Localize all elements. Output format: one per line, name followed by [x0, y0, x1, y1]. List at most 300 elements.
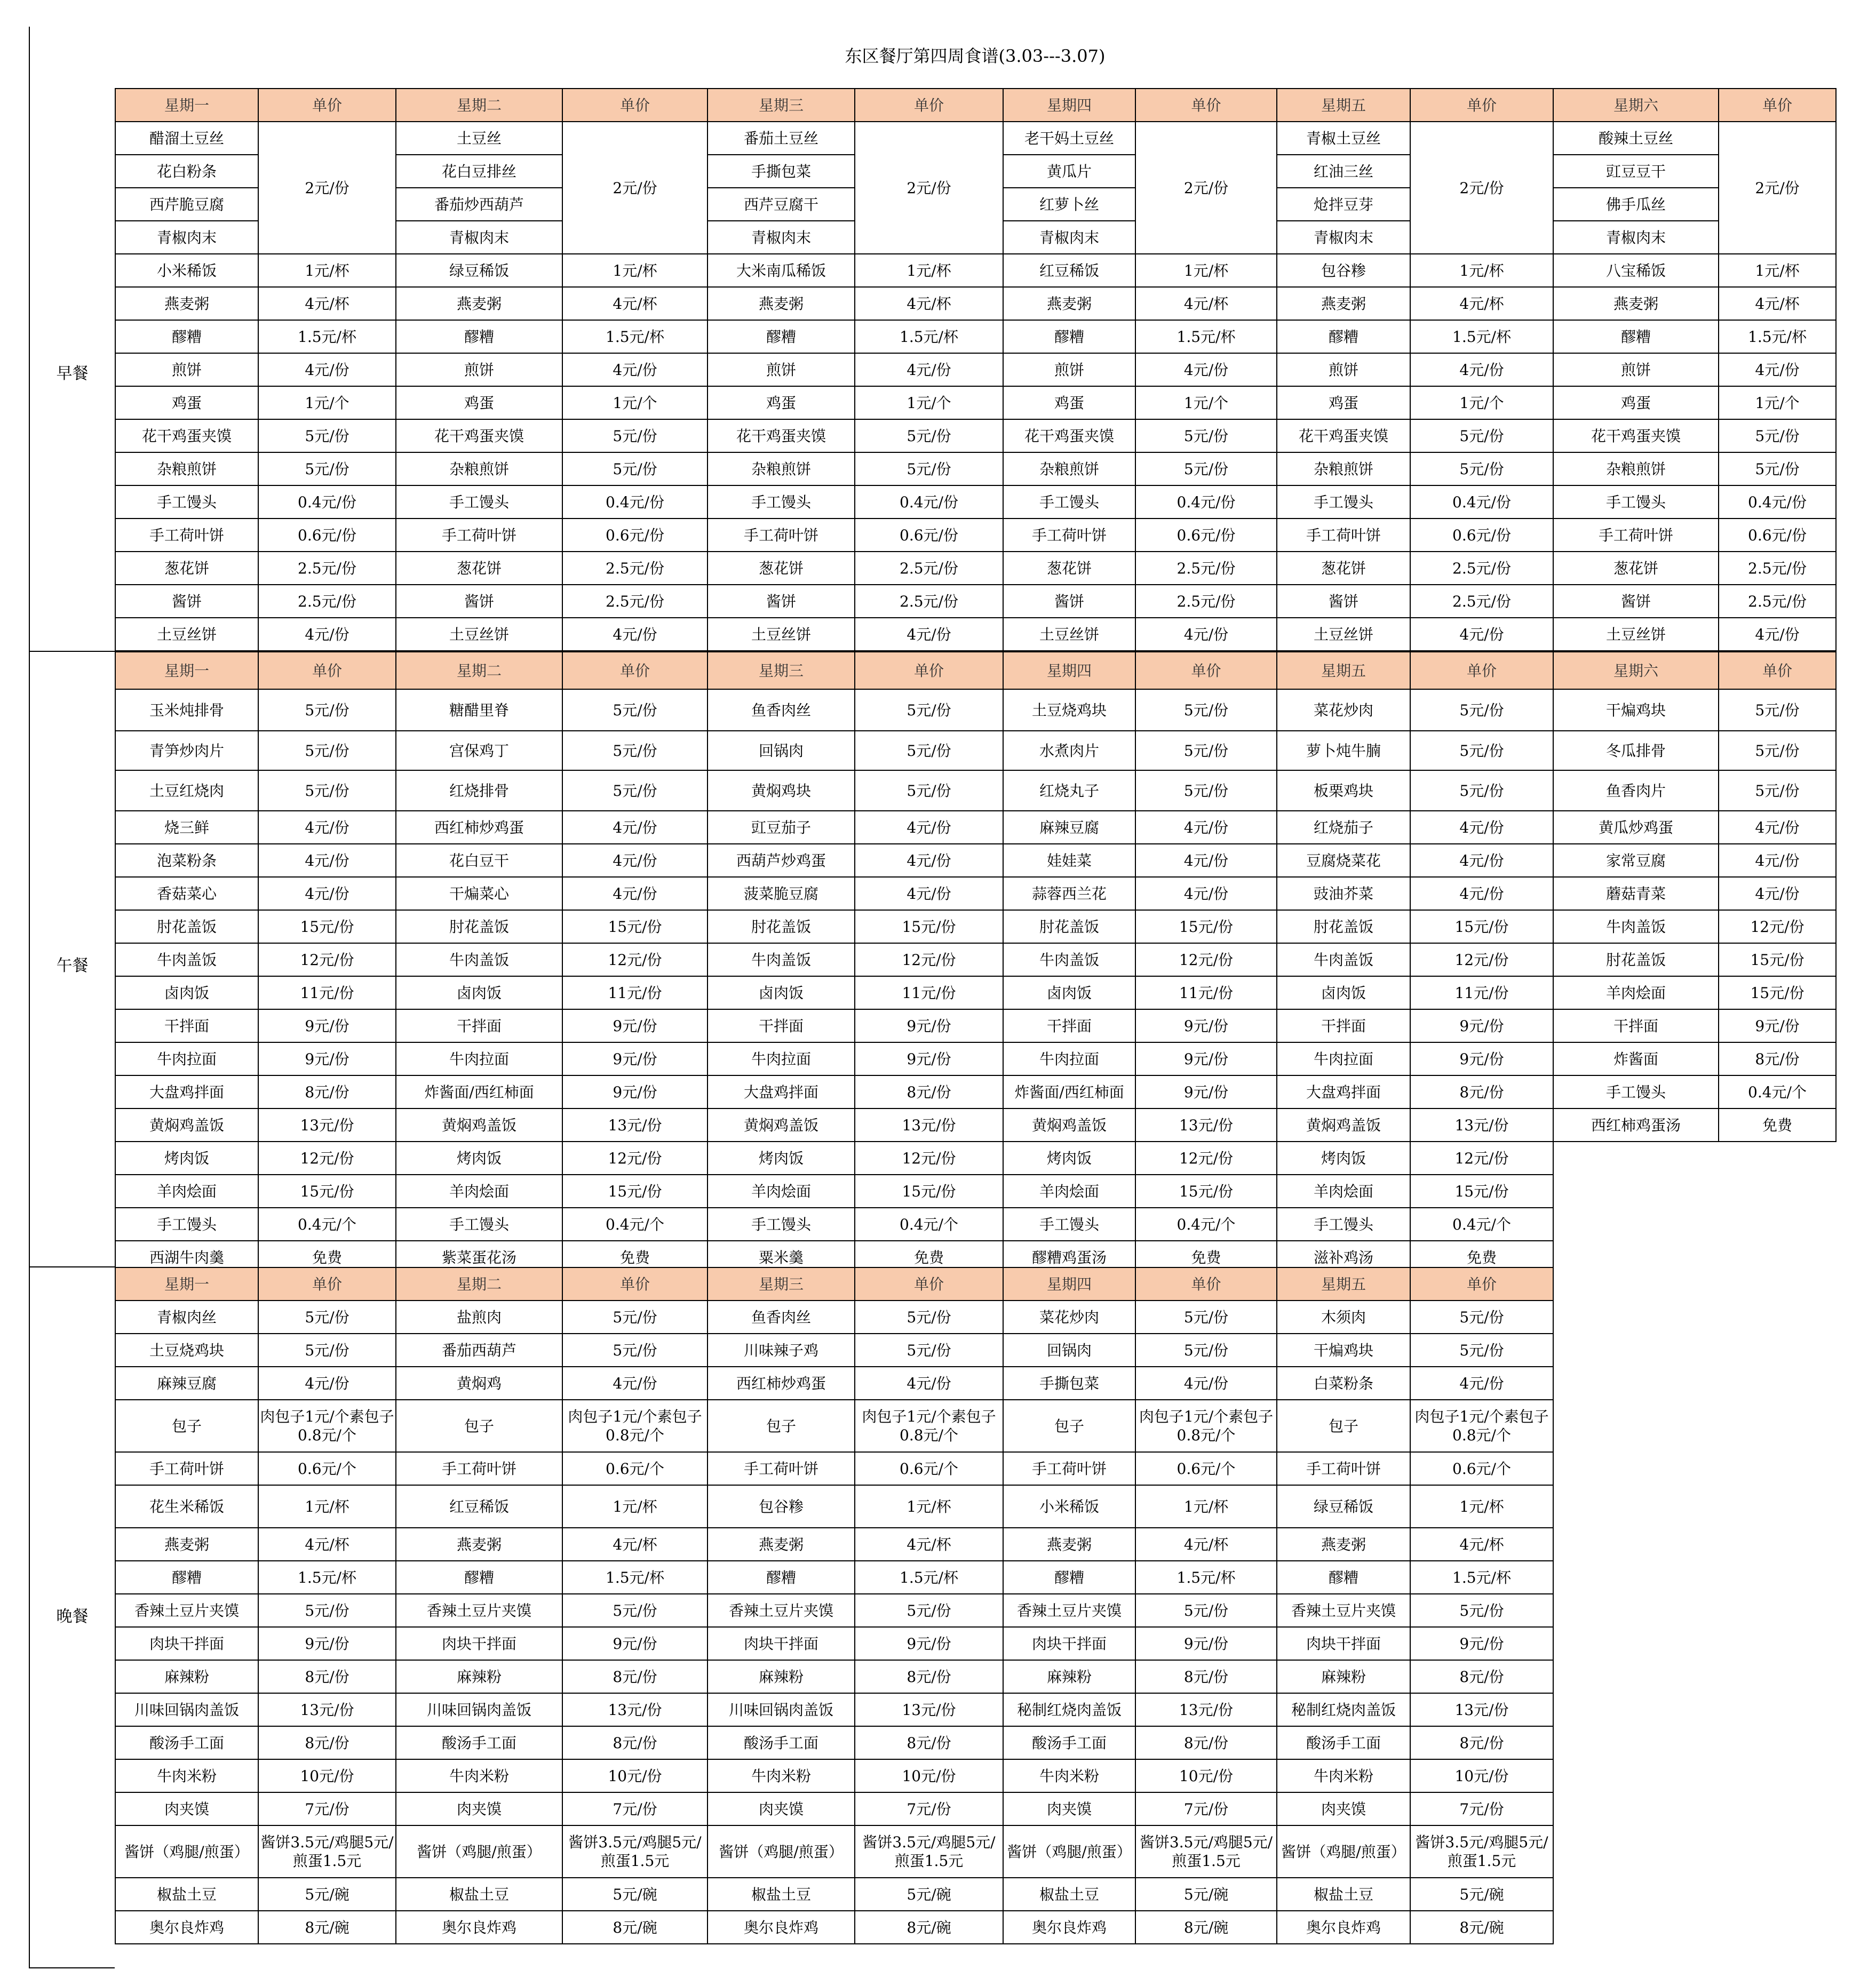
dish-price: 4元/份: [1719, 618, 1836, 651]
dish-name: 肉块干拌面: [708, 1627, 855, 1660]
dish-name: 醪糟: [1003, 1561, 1135, 1594]
dish-price: 2.5元/份: [1135, 552, 1277, 585]
empty-cell: [1719, 1334, 1836, 1367]
header-row: [115, 89, 1836, 122]
dish-name: 肘花盖饭: [396, 910, 562, 943]
dish-name: 手工馒头: [1553, 485, 1719, 519]
dish-price: 1元/个: [855, 386, 1003, 419]
dish-price: 4元/份: [1410, 844, 1553, 877]
dish-name: 干拌面: [396, 1009, 562, 1042]
dish-price: 0.6元/份: [1719, 519, 1836, 552]
dish-price: 4元/杯: [562, 287, 708, 320]
dish-name: 干拌面: [1553, 1009, 1719, 1042]
dish-name: 炝拌豆芽: [1277, 188, 1410, 221]
dish-price: 4元/份: [855, 618, 1003, 651]
dish-name: 酱饼（鸡腿/煎蛋）: [396, 1825, 562, 1878]
table-row: [115, 1175, 1836, 1208]
dish-name: 包子: [396, 1400, 562, 1452]
dish-name: 燕麦粥: [396, 1528, 562, 1561]
dish-price: 0.4元/份: [1135, 485, 1277, 519]
dish-name: 手工荷叶饼: [396, 519, 562, 552]
dish-price: 11元/份: [562, 976, 708, 1009]
dish-name: 牛肉米粉: [1277, 1759, 1410, 1792]
dish-price: 4元/份: [1135, 353, 1277, 386]
dish-price: 8元/碗: [258, 1911, 396, 1944]
dish-name: 奥尔良炸鸡: [708, 1911, 855, 1944]
dish-name: 大盘鸡拌面: [115, 1075, 258, 1108]
dish-name: 回锅肉: [708, 731, 855, 770]
dish-name: 肉块干拌面: [115, 1627, 258, 1660]
dish-name: 蒜蓉西兰花: [1003, 877, 1135, 910]
dish-price: 4元/份: [1410, 618, 1553, 651]
dish-name: 炸酱面: [1553, 1042, 1719, 1075]
empty-cell: [1553, 1267, 1719, 1301]
table-row: [115, 1594, 1836, 1627]
dish-price: 5元/份: [855, 1594, 1003, 1627]
empty-cell: [1719, 1528, 1836, 1561]
dish-name: 花干鸡蛋夹馍: [708, 419, 855, 452]
empty-cell: [1553, 1485, 1719, 1528]
dish-price: 9元/份: [1135, 1075, 1277, 1108]
dish-price: 5元/份: [1135, 731, 1277, 770]
dish-price: 15元/份: [258, 910, 396, 943]
table-row: [115, 452, 1836, 485]
dish-price: 1元/杯: [1135, 254, 1277, 287]
dish-price: 4元/份: [258, 844, 396, 877]
dish-name: 红萝卜丝: [1003, 188, 1135, 221]
dish-price: 13元/份: [1135, 1693, 1277, 1726]
dish-price: 9元/份: [258, 1009, 396, 1042]
dish-price: 7元/份: [855, 1792, 1003, 1825]
dish-name: 麻辣粉: [1277, 1660, 1410, 1693]
table-row: [115, 1528, 1836, 1561]
dish-name: 羊肉烩面: [396, 1175, 562, 1208]
dish-price: 8元/份: [1135, 1726, 1277, 1759]
dish-name: 菜花炒肉: [1277, 689, 1410, 731]
dish-price: 酱饼3.5元/鸡腿5元/煎蛋1.5元: [258, 1825, 396, 1878]
price-header: 单价: [258, 89, 396, 122]
dish-name: 葱花饼: [1003, 552, 1135, 585]
dish-price: 免费: [855, 1241, 1003, 1274]
dish-price: 1元/个: [1135, 386, 1277, 419]
dish-name: 家常豆腐: [1553, 844, 1719, 877]
table-row: [115, 287, 1836, 320]
dish-name: 红烧茄子: [1277, 811, 1410, 844]
dish-name: 包谷糁: [708, 1485, 855, 1528]
dish-name: 花干鸡蛋夹馍: [1277, 419, 1410, 452]
dish-price: 8元/份: [855, 1075, 1003, 1108]
dish-name: 肘花盖饭: [1003, 910, 1135, 943]
day-header: 星期四: [1003, 89, 1135, 122]
dish-name: 黄焖鸡块: [708, 770, 855, 811]
dish-name: 花白粉条: [115, 155, 258, 188]
price-header: 单价: [855, 89, 1003, 122]
dish-name: 牛肉盖饭: [708, 943, 855, 976]
dish-name: 香辣土豆片夹馍: [708, 1594, 855, 1627]
dish-price: 9元/份: [258, 1627, 396, 1660]
dish-name: 杂粮煎饼: [1277, 452, 1410, 485]
dish-price: 5元/份: [562, 689, 708, 731]
dish-name: 包子: [1003, 1400, 1135, 1452]
dish-price: 5元/份: [1135, 1334, 1277, 1367]
dish-price: 4元/杯: [1135, 1528, 1277, 1561]
dish-name: 手工馒头: [396, 485, 562, 519]
dish-price: 15元/份: [562, 1175, 708, 1208]
dish-price: 15元/份: [1410, 1175, 1553, 1208]
dish-price: 5元/份: [1410, 1334, 1553, 1367]
table-row: [115, 731, 1836, 770]
dish-name: 牛肉盖饭: [115, 943, 258, 976]
table-row: [115, 122, 1836, 155]
dish-name: 花干鸡蛋夹馍: [1003, 419, 1135, 452]
price-header: 单价: [562, 1267, 708, 1301]
dish-name: 醪糟: [708, 1561, 855, 1594]
empty-cell: [1553, 1400, 1719, 1452]
dish-price: 5元/份: [1719, 419, 1836, 452]
dish-price: 2.5元/份: [1410, 585, 1553, 618]
empty-cell: [1553, 1911, 1719, 1944]
dish-name: 羊肉烩面: [1553, 976, 1719, 1009]
dish-price: 1.5元/杯: [562, 320, 708, 353]
dish-name: 土豆丝: [396, 122, 562, 155]
dish-price: 肉包子1元/个素包子0.8元/个: [562, 1400, 708, 1452]
dish-price: 15元/份: [1719, 976, 1836, 1009]
table-row: [115, 1334, 1836, 1367]
dish-name: 卤肉饭: [1277, 976, 1410, 1009]
dish-name: 手工荷叶饼: [1003, 519, 1135, 552]
empty-cell: [1719, 1911, 1836, 1944]
dish-name: 手工荷叶饼: [1003, 1452, 1135, 1485]
dish-name: 杂粮煎饼: [1003, 452, 1135, 485]
dish-name: 土豆丝饼: [708, 618, 855, 651]
dish-name: 燕麦粥: [708, 287, 855, 320]
day-header: 星期五: [1277, 89, 1410, 122]
dish-price: 9元/份: [855, 1009, 1003, 1042]
dish-name: 鸡蛋: [115, 386, 258, 419]
table-row: [115, 1400, 1836, 1452]
dish-price: 2.5元/份: [855, 552, 1003, 585]
dish-name: 黄焖鸡盖饭: [115, 1108, 258, 1142]
dish-name: 土豆丝饼: [1553, 618, 1719, 651]
dish-price: 4元/杯: [562, 1528, 708, 1561]
header-row: [115, 652, 1836, 689]
dish-price: 5元/份: [1135, 419, 1277, 452]
table-row: [115, 1561, 1836, 1594]
dish-price: 8元/碗: [1410, 1911, 1553, 1944]
dish-price: 2.5元/份: [562, 552, 708, 585]
dish-name: 板栗鸡块: [1277, 770, 1410, 811]
table-row: [115, 1452, 1836, 1485]
dish-price: 0.4元/个: [1135, 1208, 1277, 1241]
dish-name: 香辣土豆片夹馍: [396, 1594, 562, 1627]
dish-price: 2.5元/份: [562, 585, 708, 618]
dish-price: 4元/杯: [855, 1528, 1003, 1561]
dish-price: 8元/份: [258, 1726, 396, 1759]
dish-name: 酱饼（鸡腿/煎蛋）: [1277, 1825, 1410, 1878]
dish-name: 醪糟: [115, 1561, 258, 1594]
dish-price: 12元/份: [1719, 910, 1836, 943]
dish-name: 手工馒头: [1003, 1208, 1135, 1241]
dish-name: 水煮肉片: [1003, 731, 1135, 770]
dish-price: 1元/杯: [1410, 254, 1553, 287]
dish-price: 0.6元/个: [562, 1452, 708, 1485]
dish-price: 0.6元/份: [1135, 519, 1277, 552]
dish-price: 12元/份: [1410, 1142, 1553, 1175]
dish-price: 9元/份: [562, 1627, 708, 1660]
dish-name: 牛肉盖饭: [1553, 910, 1719, 943]
table-row: [115, 1009, 1836, 1042]
dish-price: 13元/份: [855, 1693, 1003, 1726]
table-row: [115, 1878, 1836, 1911]
dish-price: 4元/杯: [855, 287, 1003, 320]
dish-name: 醪糟: [1277, 320, 1410, 353]
dish-price: 4元/份: [562, 353, 708, 386]
empty-cell: [1553, 1452, 1719, 1485]
dish-name: 香菇菜心: [115, 877, 258, 910]
dish-price: 5元/碗: [562, 1878, 708, 1911]
dish-price: 11元/份: [258, 976, 396, 1009]
dish-price: 1元/杯: [562, 1485, 708, 1528]
dish-name: 青椒肉末: [396, 221, 562, 254]
dish-name: 醪糟: [1553, 320, 1719, 353]
dish-name: 娃娃菜: [1003, 844, 1135, 877]
dish-price: 5元/份: [1410, 689, 1553, 731]
dish-price: 5元/份: [855, 731, 1003, 770]
dish-name: 土豆红烧肉: [115, 770, 258, 811]
dish-name: 鸡蛋: [396, 386, 562, 419]
dinner-label: 晚餐: [56, 1607, 89, 1626]
empty-cell: [1553, 1792, 1719, 1825]
dish-name: 麻辣豆腐: [115, 1367, 258, 1400]
dish-price: 0.6元/个: [1410, 1452, 1553, 1485]
dish-price: 0.4元/份: [258, 485, 396, 519]
dish-name: 牛肉拉面: [1003, 1042, 1135, 1075]
table-row: [115, 386, 1836, 419]
dish-price: 4元/份: [562, 811, 708, 844]
dish-name: 香辣土豆片夹馍: [115, 1594, 258, 1627]
dish-price: 5元/份: [855, 452, 1003, 485]
dish-name: 烤肉饭: [396, 1142, 562, 1175]
dish-name: 牛肉盖饭: [1277, 943, 1410, 976]
dish-price: 10元/份: [1135, 1759, 1277, 1792]
dish-price: 5元/份: [562, 1301, 708, 1334]
dish-name: 花干鸡蛋夹馍: [115, 419, 258, 452]
dish-name: 牛肉拉面: [1277, 1042, 1410, 1075]
dish-name: 牛肉拉面: [115, 1042, 258, 1075]
dish-name: 红豆稀饭: [1003, 254, 1135, 287]
day-header: 星期三: [708, 1267, 855, 1301]
price-header: 单价: [1135, 1267, 1277, 1301]
dish-name: 葱花饼: [396, 552, 562, 585]
dish-price: 5元/份: [562, 1594, 708, 1627]
dish-price: 4元/份: [1719, 353, 1836, 386]
lunch-dinner-divider: [29, 1266, 115, 1267]
dish-price: 5元/份: [1135, 452, 1277, 485]
dish-price: 5元/份: [562, 419, 708, 452]
dish-price: 11元/份: [855, 976, 1003, 1009]
dish-name: 西红柿炒鸡蛋: [396, 811, 562, 844]
dish-name: 大盘鸡拌面: [1277, 1075, 1410, 1108]
dish-price: 9元/份: [562, 1009, 708, 1042]
dish-name: 麻辣粉: [708, 1660, 855, 1693]
dish-name: 醪糟: [396, 320, 562, 353]
dish-name: 花生米稀饭: [115, 1485, 258, 1528]
dish-price: 1元/杯: [855, 254, 1003, 287]
dish-name: 手工馒头: [708, 485, 855, 519]
dish-price: 1元/杯: [258, 1485, 396, 1528]
dish-name: 奥尔良炸鸡: [396, 1911, 562, 1944]
dinner-table: [115, 1267, 1837, 1944]
dish-name: 燕麦粥: [1003, 287, 1135, 320]
dish-name: 燕麦粥: [115, 1528, 258, 1561]
dish-price: 0.4元/份: [1410, 485, 1553, 519]
dish-name: 鸡蛋: [708, 386, 855, 419]
dish-name: 肉块干拌面: [396, 1627, 562, 1660]
dish-price: 7元/份: [1410, 1792, 1553, 1825]
dish-price: 4元/份: [258, 1367, 396, 1400]
dish-price: 5元/份: [1410, 1594, 1553, 1627]
table-row: [115, 770, 1836, 811]
dish-price: 2.5元/份: [1135, 585, 1277, 618]
dish-name: 西葫芦炒鸡蛋: [708, 844, 855, 877]
dish-name: 椒盐土豆: [396, 1878, 562, 1911]
dish-price: 5元/份: [1410, 731, 1553, 770]
dish-name: 豇豆茄子: [708, 811, 855, 844]
table-row: [115, 485, 1836, 519]
empty-cell: [1719, 1485, 1836, 1528]
dish-name: 川味回锅肉盖饭: [115, 1693, 258, 1726]
dish-name: 手工荷叶饼: [708, 1452, 855, 1485]
dish-price: 9元/份: [562, 1042, 708, 1075]
dish-name: 酸汤手工面: [1277, 1726, 1410, 1759]
dish-price: 0.4元/个: [1719, 1075, 1836, 1108]
dish-name: 牛肉米粉: [115, 1759, 258, 1792]
dish-name: 包子: [1277, 1400, 1410, 1452]
dish-name: 干拌面: [1277, 1009, 1410, 1042]
dish-price: 2.5元/份: [855, 585, 1003, 618]
dish-price: 5元/份: [855, 1301, 1003, 1334]
dish-name: 大米南瓜稀饭: [708, 254, 855, 287]
dish-name: 红豆稀饭: [396, 1485, 562, 1528]
dish-price: 13元/份: [562, 1693, 708, 1726]
dish-name: 醪糟鸡蛋汤: [1003, 1241, 1135, 1274]
dish-price: 9元/份: [1719, 1009, 1836, 1042]
dish-price: 4元/杯: [1410, 1528, 1553, 1561]
dish-price: 2.5元/份: [258, 585, 396, 618]
empty-cell: [1719, 1208, 1836, 1241]
dish-price: 9元/份: [1410, 1042, 1553, 1075]
empty-cell: [1553, 1561, 1719, 1594]
dish-name: 秘制红烧肉盖饭: [1277, 1693, 1410, 1726]
dish-price: 4元/份: [1135, 618, 1277, 651]
dish-price: 9元/份: [1135, 1042, 1277, 1075]
dish-name: 烤肉饭: [708, 1142, 855, 1175]
dish-price: 15元/份: [855, 1175, 1003, 1208]
dish-name: 燕麦粥: [1277, 287, 1410, 320]
dish-name: 回锅肉: [1003, 1334, 1135, 1367]
dish-name: 豆腐烧菜花: [1277, 844, 1410, 877]
dish-price: 4元/份: [258, 877, 396, 910]
dish-price: 0.4元/个: [1410, 1208, 1553, 1241]
empty-cell: [1719, 1175, 1836, 1208]
empty-cell: [1719, 1759, 1836, 1792]
dish-name: 番茄炒西葫芦: [396, 188, 562, 221]
dish-name: 燕麦粥: [1277, 1528, 1410, 1561]
dish-name: 酱饼: [115, 585, 258, 618]
dish-price: 4元/份: [1719, 844, 1836, 877]
dish-price: 酱饼3.5元/鸡腿5元/煎蛋1.5元: [1410, 1825, 1553, 1878]
dish-name: 手工馒头: [115, 1208, 258, 1241]
dish-price: 2元/份: [855, 122, 1003, 254]
dish-price: 5元/份: [855, 1334, 1003, 1367]
dish-name: 鸡蛋: [1277, 386, 1410, 419]
dish-name: 小米稀饭: [1003, 1485, 1135, 1528]
dish-name: 宫保鸡丁: [396, 731, 562, 770]
dish-price: 4元/份: [562, 1367, 708, 1400]
dish-price: 4元/杯: [258, 1528, 396, 1561]
dish-name: 椒盐土豆: [1277, 1878, 1410, 1911]
day-header: 星期六: [1553, 89, 1719, 122]
dish-price: 15元/份: [855, 910, 1003, 943]
dish-price: 12元/份: [562, 1142, 708, 1175]
dish-name: 滋补鸡汤: [1277, 1241, 1410, 1274]
dish-name: 青椒肉末: [708, 221, 855, 254]
dish-price: 5元/份: [258, 452, 396, 485]
dish-price: 免费: [258, 1241, 396, 1274]
dish-price: 15元/份: [1135, 1175, 1277, 1208]
dish-name: 肉夹馍: [1277, 1792, 1410, 1825]
dish-name: 盐煎肉: [396, 1301, 562, 1334]
empty-cell: [1553, 1528, 1719, 1561]
dish-price: 酱饼3.5元/鸡腿5元/煎蛋1.5元: [562, 1825, 708, 1878]
dish-name: 糖醋里脊: [396, 689, 562, 731]
dish-name: 黄焖鸡盖饭: [1277, 1108, 1410, 1142]
dish-name: 酱饼: [396, 585, 562, 618]
empty-cell: [1719, 1367, 1836, 1400]
dish-price: 5元/份: [562, 770, 708, 811]
empty-cell: [1553, 1825, 1719, 1878]
dish-price: 15元/份: [1410, 910, 1553, 943]
dish-price: 8元/份: [855, 1726, 1003, 1759]
dish-price: 5元/份: [1135, 689, 1277, 731]
dish-name: 燕麦粥: [1003, 1528, 1135, 1561]
dish-name: 西芹豆腐干: [708, 188, 855, 221]
dish-price: 肉包子1元/个素包子0.8元/个: [1135, 1400, 1277, 1452]
dish-price: 5元/份: [1410, 1301, 1553, 1334]
empty-cell: [1553, 1367, 1719, 1400]
dish-name: 羊肉烩面: [115, 1175, 258, 1208]
dish-price: 5元/份: [1719, 452, 1836, 485]
dish-price: 13元/份: [1410, 1108, 1553, 1142]
dish-price: 4元/份: [1410, 353, 1553, 386]
dish-price: 5元/份: [258, 770, 396, 811]
dish-price: 1元/杯: [855, 1485, 1003, 1528]
dish-price: 0.4元/个: [258, 1208, 396, 1241]
dish-price: 4元/份: [855, 1367, 1003, 1400]
dish-name: 干拌面: [708, 1009, 855, 1042]
dish-name: 燕麦粥: [1553, 287, 1719, 320]
dish-name: 煎饼: [1553, 353, 1719, 386]
dish-name: 酸汤手工面: [396, 1726, 562, 1759]
dish-price: 12元/份: [855, 943, 1003, 976]
price-header: 单价: [1135, 89, 1277, 122]
dish-name: 花干鸡蛋夹馍: [396, 419, 562, 452]
empty-cell: [1719, 1792, 1836, 1825]
dish-price: 8元/碗: [1135, 1911, 1277, 1944]
day-header: 星期五: [1277, 652, 1410, 689]
dish-name: 鸡蛋: [1003, 386, 1135, 419]
dish-name: 酸辣土豆丝: [1553, 122, 1719, 155]
